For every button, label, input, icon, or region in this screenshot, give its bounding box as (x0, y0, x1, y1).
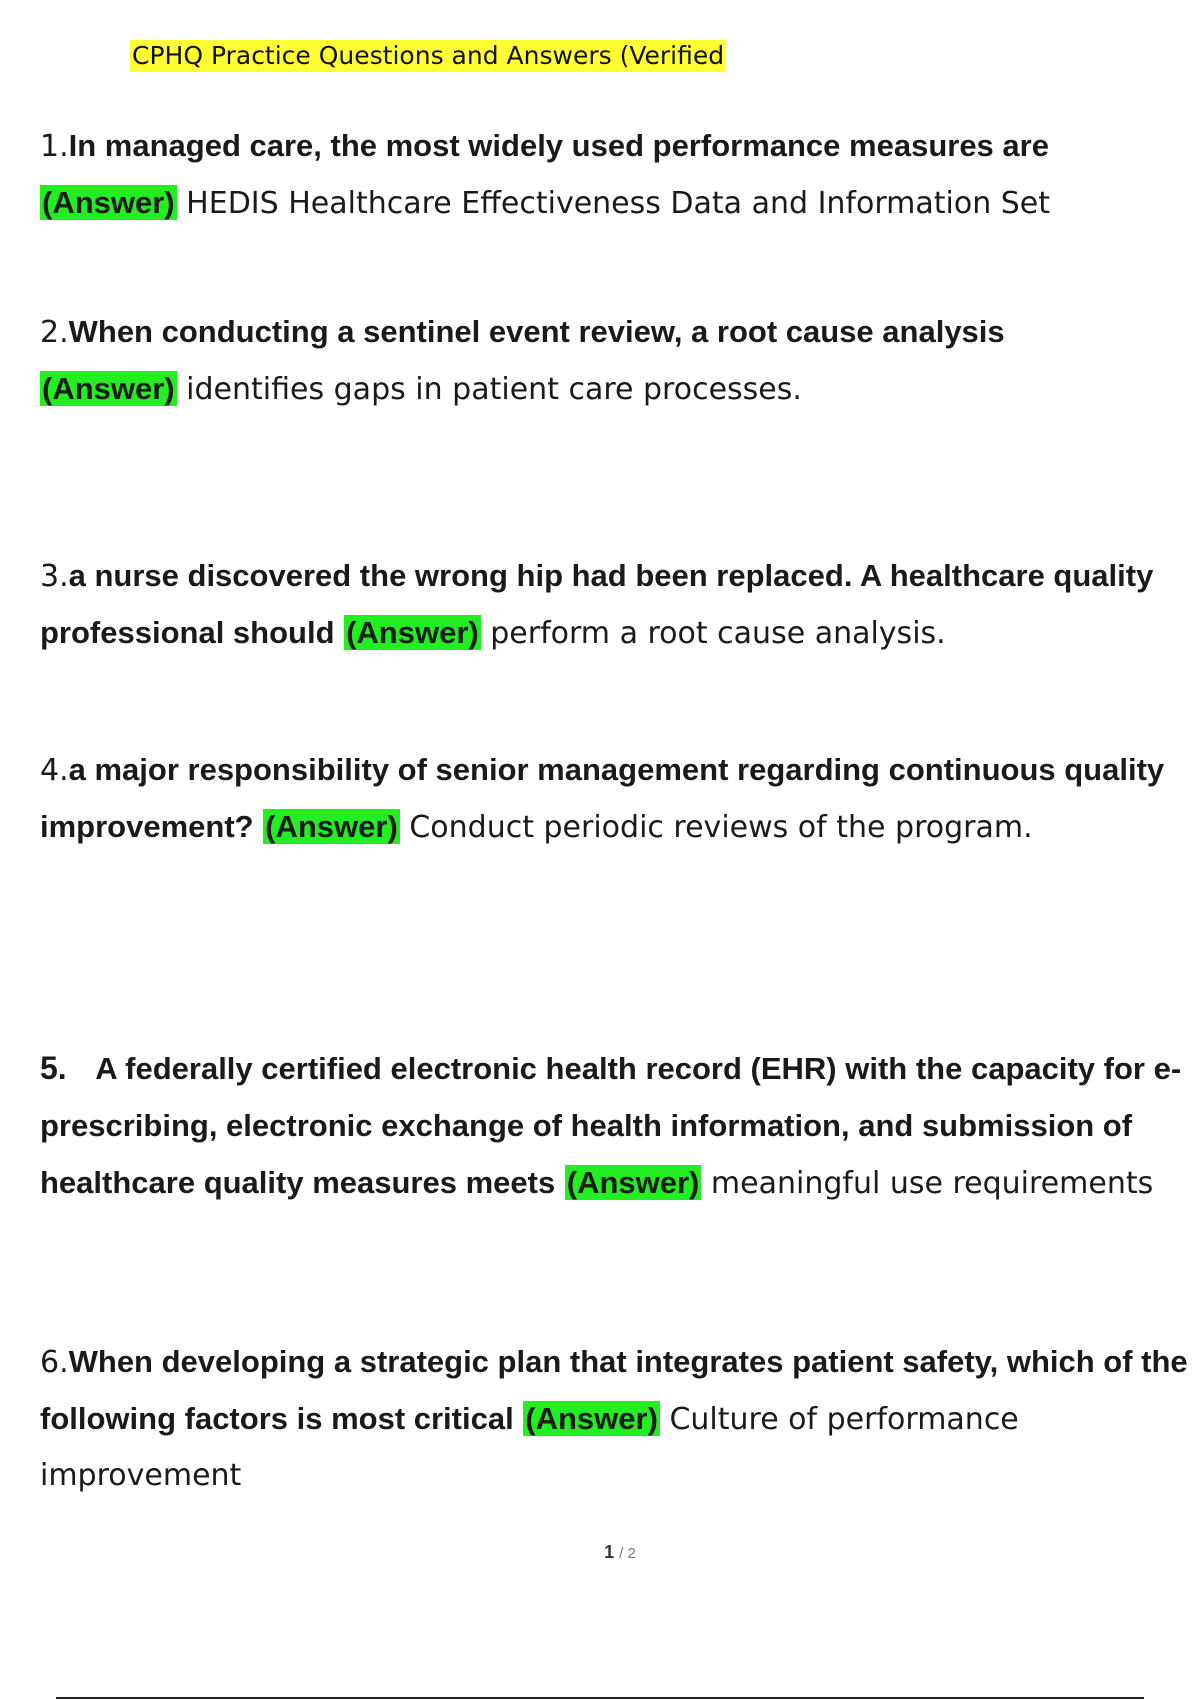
answer-text: HEDIS Healthcare Effectiveness Data and Information Set (176, 186, 1051, 221)
answer-text: Culture of performance improvement (40, 1402, 1019, 1493)
current-page: 1 (604, 1542, 615, 1562)
question-item-1 (40, 118, 1200, 232)
question-number: 2. (40, 315, 69, 350)
question-number: 4. (40, 753, 69, 788)
question-item-5 (40, 1040, 1200, 1212)
answer-label: (Answer) (346, 615, 479, 650)
question-item-2 (40, 304, 1200, 418)
answer-label: (Answer) (265, 809, 398, 844)
answer-label: (Answer) (42, 371, 175, 406)
answer-text: perform a root cause analysis. (480, 616, 946, 651)
answer-text: meaningful use requirements (701, 1166, 1154, 1201)
document-title: CPHQ Practice Questions and Answers (Verified (132, 41, 725, 70)
answer-label: (Answer) (566, 1165, 700, 1200)
page-bottom-divider (56, 1697, 1144, 1699)
question-number: 3. (40, 559, 69, 594)
question-number: 5. (40, 1050, 67, 1086)
question-number: 1. (40, 129, 69, 164)
question-item-4 (40, 742, 1200, 856)
answer-label: (Answer) (525, 1401, 658, 1436)
page-indicator (0, 1542, 1200, 1563)
answer-text: identifies gaps in patient care processes. (176, 372, 802, 407)
question-text: In managed care, the most widely used performance measures are (68, 128, 1049, 163)
question-item-3 (40, 548, 1200, 662)
question-item-6 (40, 1334, 1200, 1504)
question-text: When conducting a sentinel event review, a root cause analysis (68, 314, 1005, 349)
answer-label: (Answer) (42, 185, 175, 220)
question-text: a nurse discovered the wrong hip had been replaced. A healthcare quality professional should (40, 558, 1154, 650)
question-text: A federally certified electronic health record (EHR) with the capacity for e-prescribing, electronic exchange of health information, and submission of healthcare quality measures meets (40, 1051, 1182, 1200)
answer-text: Conduct periodic reviews of the program. (399, 810, 1033, 845)
question-text: When developing a strategic plan that integrates patient safety, which of the following factors is most critical (40, 1344, 1188, 1436)
question-text: a major responsibility of senior management regarding continuous quality improvement? (40, 752, 1165, 844)
total-pages: / 2 (619, 1545, 636, 1562)
question-number: 6. (40, 1345, 69, 1380)
